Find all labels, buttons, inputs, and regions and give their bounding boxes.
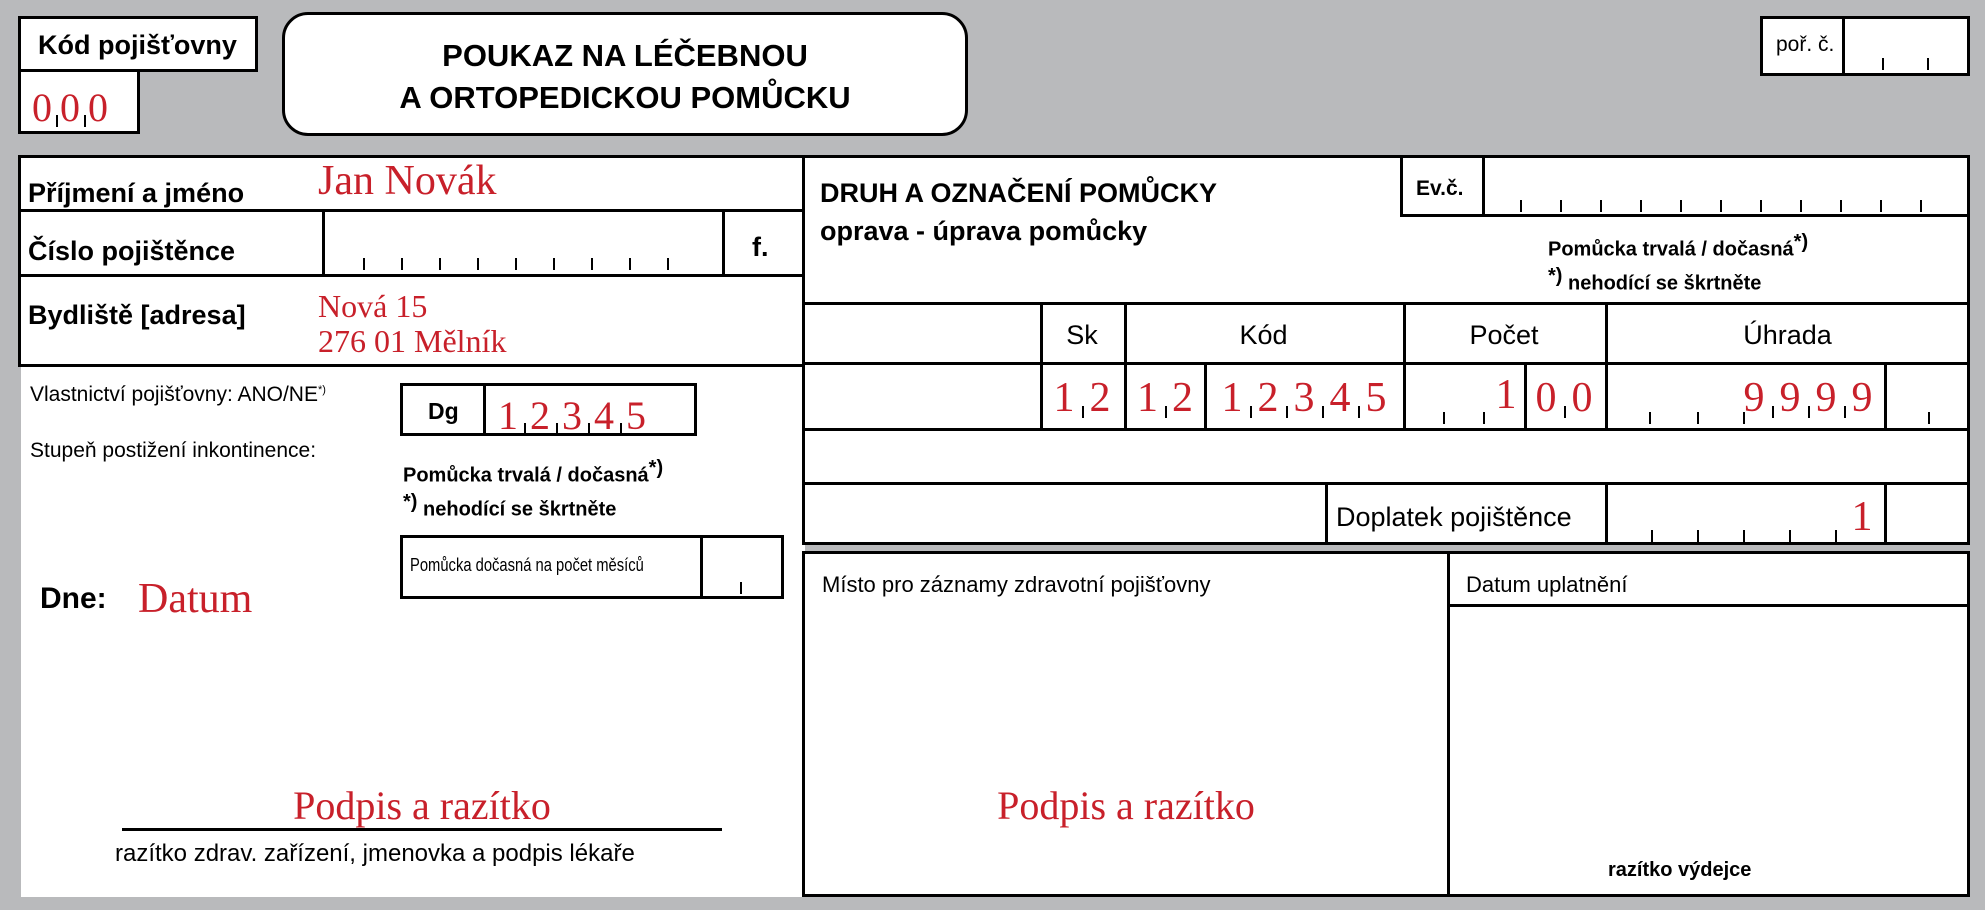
aid-type-heading: DRUH A OZNAČENÍ POMŮCKY	[820, 178, 1217, 208]
date-label: Dne:	[40, 582, 107, 615]
address-line2[interactable]: 276 01 Mělník	[318, 323, 507, 359]
uhrada-digit: 9	[1808, 374, 1844, 422]
f-label: f.	[752, 232, 769, 262]
months-label: Pomůcka dočasná na počet měsíců	[410, 555, 644, 575]
dispenser-stamp-box	[1447, 604, 1970, 897]
dg-digit: 3	[556, 392, 588, 439]
kod-field-b[interactable]	[1214, 374, 1394, 422]
copay-label: Doplatek pojištěnce	[1336, 502, 1572, 532]
insurer-records-label: Místo pro záznamy zdravotní pojišťovny	[822, 572, 1211, 597]
uhrada-digit: 9	[1743, 375, 1765, 421]
kod-digit: 1	[1137, 375, 1158, 421]
strike-note-mark-right: *)	[1548, 265, 1563, 287]
kod-digit: 1	[1221, 375, 1243, 421]
col-pocet: Počet	[1469, 320, 1539, 350]
insurer-code-digit: 0	[56, 84, 84, 131]
copay-value[interactable]: 1	[1851, 494, 1873, 540]
kod-digit: 3	[1286, 374, 1322, 422]
dg-digit: 5	[620, 392, 652, 439]
strike-note-left: *) nehodící se škrtněte	[403, 491, 617, 521]
strike-note-right: *) nehodící se škrtněte	[1548, 265, 1762, 295]
order-number-label: poř. č.	[1776, 33, 1835, 56]
sk-digit: 1	[1053, 375, 1075, 421]
aid-type-mark-right: *)	[1793, 231, 1809, 253]
insurer-signature[interactable]: Podpis a razítko	[997, 783, 1255, 828]
date-value[interactable]: Datum	[138, 576, 253, 622]
pocet-decimal-digit: 0	[1535, 375, 1557, 421]
col-uhrada: Úhrada	[1743, 320, 1832, 350]
dg-digit: 2	[524, 392, 556, 439]
dg-digit: 1	[498, 393, 518, 438]
ownership-mark: *)	[317, 384, 326, 396]
insurance-no-label: Číslo pojištěnce	[28, 236, 236, 266]
aid-type-mark-left: *)	[648, 457, 664, 479]
insurer-code-label: Kód pojišťovny	[38, 30, 237, 60]
insurer-code-digits	[28, 84, 112, 131]
pocet-digit[interactable]: 1	[1495, 372, 1517, 418]
kod-digit: 2	[1250, 374, 1286, 422]
claim-date-label: Datum uplatnění	[1466, 572, 1628, 597]
insurer-code-digit: 0	[84, 84, 112, 131]
doctor-signature-caption: razítko zdrav. zařízení, jmenovka a podpis lékaře	[115, 840, 635, 867]
title-line2: A ORTOPEDICKOU POMŮCKU	[399, 80, 851, 115]
uhrada-digit: 9	[1844, 374, 1880, 422]
title-box	[282, 12, 968, 136]
strike-note-mark-left: *)	[403, 491, 418, 513]
sk-digit: 2	[1082, 374, 1118, 422]
name-label: Příjmení a jméno	[28, 178, 245, 208]
uhrada-digit: 9	[1772, 374, 1808, 422]
aid-type-label-right: Pomůcka trvalá / dočasná*)	[1548, 231, 1809, 261]
address-line1[interactable]: Nová 15	[318, 288, 428, 324]
dg-digit: 4	[588, 392, 620, 439]
insurer-records-box	[802, 551, 1450, 897]
incontinence-label: Stupeň postižení inkontinence:	[30, 439, 317, 462]
kod-digit: 2	[1165, 374, 1200, 422]
title-line1: POUKAZ NA LÉČEBNOU	[442, 38, 808, 73]
uhrada-field[interactable]	[1736, 374, 1880, 422]
col-kod: Kód	[1239, 320, 1288, 350]
name-value[interactable]: Jan Novák	[318, 158, 497, 204]
pocet-decimals[interactable]	[1528, 374, 1600, 422]
kod-digit: 4	[1322, 374, 1358, 422]
address-label: Bydliště [adresa]	[28, 300, 246, 330]
kod-field-a[interactable]	[1130, 374, 1200, 422]
col-sk: Sk	[1066, 320, 1098, 350]
ownership-label: Vlastnictví pojišťovny: ANO/NE*)	[30, 383, 326, 406]
insurer-code-digit: 0	[32, 85, 52, 130]
doctor-signature[interactable]: Podpis a razítko	[293, 783, 551, 828]
ev-label: Ev.č.	[1416, 177, 1464, 200]
repair-label: oprava - úprava pomůcky	[820, 216, 1148, 246]
dg-digits	[492, 392, 652, 439]
dispenser-stamp-label: razítko výdejce	[1608, 859, 1752, 881]
kod-digit: 5	[1358, 374, 1394, 422]
doctor-signature-line	[122, 828, 722, 831]
dg-label: Dg	[428, 398, 459, 424]
sk-field[interactable]	[1046, 374, 1118, 422]
pocet-decimal-digit: 0	[1564, 374, 1600, 422]
aid-type-label-left: Pomůcka trvalá / dočasná*)	[403, 457, 664, 487]
